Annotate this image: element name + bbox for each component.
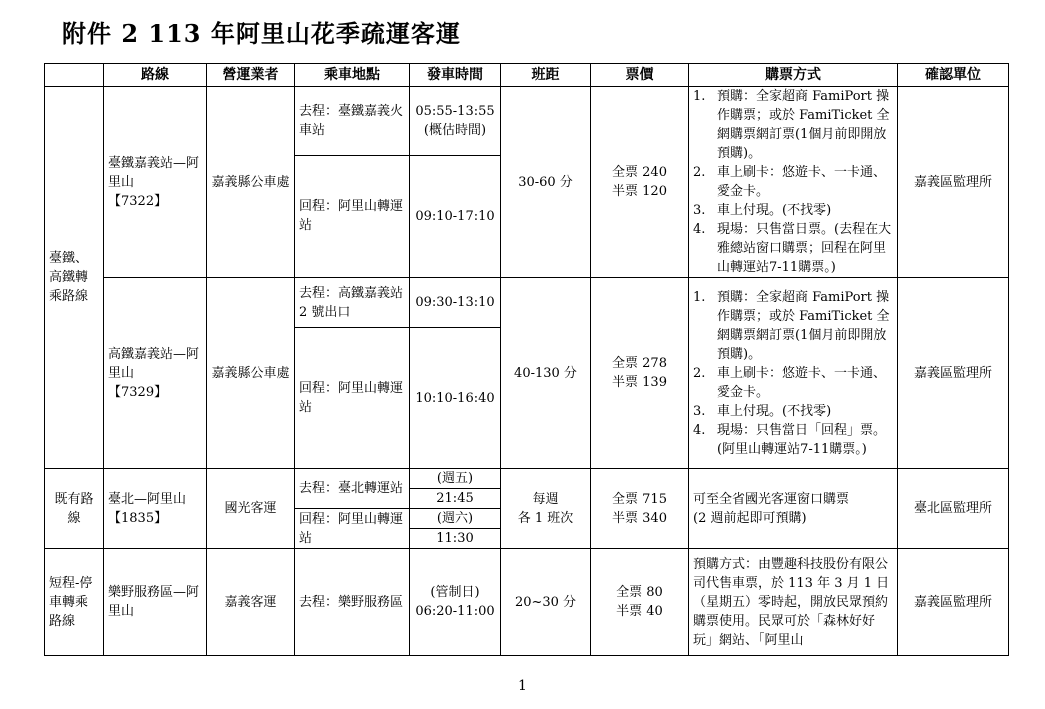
go-time-note: (概估時間) <box>423 122 487 138</box>
route-name: 高鐵嘉義站—阿里山 <box>108 346 200 381</box>
header-blank <box>45 64 104 87</box>
purchase-item: 1. 預購：全家超商 FamiPort 操作購票；或於 FamiTicket 全網購票網訂票(1個月前即開放預購)。 <box>693 89 890 161</box>
return-day-cell: (週六) <box>410 509 501 529</box>
header-operator: 營運業者 <box>207 64 295 87</box>
fare-full: 全票 715 <box>612 491 667 507</box>
go-time-cell <box>410 549 501 656</box>
headway-cell: 30-60 分 <box>501 87 591 278</box>
route-number: 【7322】 <box>108 193 168 209</box>
fare-half: 半票 40 <box>616 604 663 619</box>
go-stop-cell: 去程：高鐵嘉義站 2 號出口 <box>295 278 410 328</box>
return-stop-cell: 回程：阿里山轉運站 <box>295 509 410 549</box>
return-stop-cell: 回程：阿里山轉運站 <box>295 328 410 469</box>
purchase-cell <box>689 87 898 278</box>
purchase-item: 3. 車上付現。(不找零) <box>693 203 832 218</box>
purchase-cell: 預購方式：由豐趣科技股份有限公司代售車票，於 113 年 3 月 1 日（星期五）零時起，開放民眾預約購票使用。民眾可於「森林好好玩」網站、「阿里山 <box>689 549 898 656</box>
go-time: 05:55-13:55 <box>415 103 495 119</box>
header-route: 路線 <box>104 64 207 87</box>
table-row <box>45 549 1009 656</box>
header-fare: 票價 <box>591 64 689 87</box>
operator-cell: 嘉義縣公車處 <box>207 278 295 469</box>
return-time-cell: 11:30 <box>410 529 501 549</box>
fare-cell <box>591 549 689 656</box>
return-stop-cell: 回程：阿里山轉運站 <box>295 155 410 277</box>
go-time-cell: 21:45 <box>410 489 501 509</box>
fare-half: 半票 340 <box>612 510 667 526</box>
header-unit: 確認單位 <box>898 64 1009 87</box>
route-name: 臺北—阿里山 <box>108 491 187 507</box>
route-cell <box>104 87 207 278</box>
headway-cell: 40-130 分 <box>501 278 591 469</box>
group-existing-cell: 既有路線 <box>45 469 104 549</box>
go-stop-cell: 去程：臺鐵嘉義火車站 <box>295 87 410 156</box>
go-stop-cell: 去程：臺北轉運站 <box>295 469 410 509</box>
purchase-item: 4. 現場：只售當日「回程」票。(阿里山轉運站7-11購票。) <box>693 422 887 457</box>
go-stop-cell: 去程：樂野服務區 <box>295 549 410 656</box>
fare-full: 全票 80 <box>616 585 663 600</box>
purchase-item: 2. 車上刷卡：悠遊卡、一卡通、愛金卡。 <box>693 165 887 199</box>
unit-cell: 嘉義區監理所 <box>898 278 1009 469</box>
go-day: (管制日) <box>430 585 480 600</box>
fare-cell <box>591 87 689 278</box>
page-number: 1 <box>518 678 527 694</box>
group-rail-cell <box>45 87 104 469</box>
group-rail-label: 臺鐵、高鐵轉乘路線 <box>49 251 89 304</box>
return-time-cell: 09:10-17:10 <box>410 155 501 277</box>
go-time-cell <box>410 87 501 156</box>
table-row <box>45 87 1009 156</box>
route-number: 【7329】 <box>108 384 168 400</box>
table-row <box>45 469 1009 489</box>
operator-cell: 國光客運 <box>207 469 295 549</box>
return-time-cell: 10:10-16:40 <box>410 328 501 469</box>
purchase-list <box>693 288 893 459</box>
purchase-item: 2. 車上刷卡：悠遊卡、一卡通、愛金卡。 <box>693 365 887 400</box>
bus-schedule-table <box>44 63 1009 656</box>
header-headway: 班距 <box>501 64 591 87</box>
purchase-list <box>693 87 893 277</box>
fare-cell <box>591 278 689 469</box>
header-purchase: 購票方式 <box>689 64 898 87</box>
purchase-item: 3. 車上付現。(不找零) <box>693 403 832 419</box>
fare-cell <box>591 469 689 549</box>
header-departure: 發車時間 <box>410 64 501 87</box>
unit-cell: 臺北區監理所 <box>898 469 1009 549</box>
route-name: 臺鐵嘉義站—阿里山 <box>108 155 200 190</box>
fare-half: 半票 139 <box>612 375 667 390</box>
route-number: 【1835】 <box>108 510 168 526</box>
fare-full: 全票 240 <box>612 165 667 180</box>
table-header-row <box>45 64 1009 87</box>
purchase-item: 1. 預購：全家超商 FamiPort 操作購票；或於 FamiTicket 全網購票網訂票(1個月前即開放預購)。 <box>693 289 890 362</box>
go-day-cell: (週五) <box>410 469 501 489</box>
table-row <box>45 278 1009 328</box>
purchase-item: 4. 現場：只售當日票。(去程在大雅總站窗口購票；回程在阿里山轉運站7-11購票。) <box>693 222 892 275</box>
unit-cell: 嘉義區監理所 <box>898 549 1009 656</box>
headway-cell: 20~30 分 <box>501 549 591 656</box>
route-cell <box>104 469 207 549</box>
operator-cell: 嘉義客運 <box>207 549 295 656</box>
group-short-cell: 短程-停車轉乘路線 <box>45 549 104 656</box>
route-cell: 樂野服務區—阿里山 <box>104 549 207 656</box>
fare-half: 半票 120 <box>612 184 667 199</box>
header-boarding: 乘車地點 <box>295 64 410 87</box>
purchase-cell: 可至全省國光客運窗口購票 (2 週前起即可預購) <box>689 469 898 549</box>
page-title: 附件 2 113 年阿里山花季疏運客運 <box>62 19 461 48</box>
go-time: 06:20-11:00 <box>415 604 495 619</box>
headway-cell: 每週 各 1 班次 <box>501 469 591 549</box>
fare-full: 全票 278 <box>612 356 667 371</box>
operator-cell: 嘉義縣公車處 <box>207 87 295 278</box>
route-cell <box>104 278 207 469</box>
purchase-cell <box>689 278 898 469</box>
go-time-cell: 09:30-13:10 <box>410 278 501 328</box>
unit-cell: 嘉義區監理所 <box>898 87 1009 278</box>
